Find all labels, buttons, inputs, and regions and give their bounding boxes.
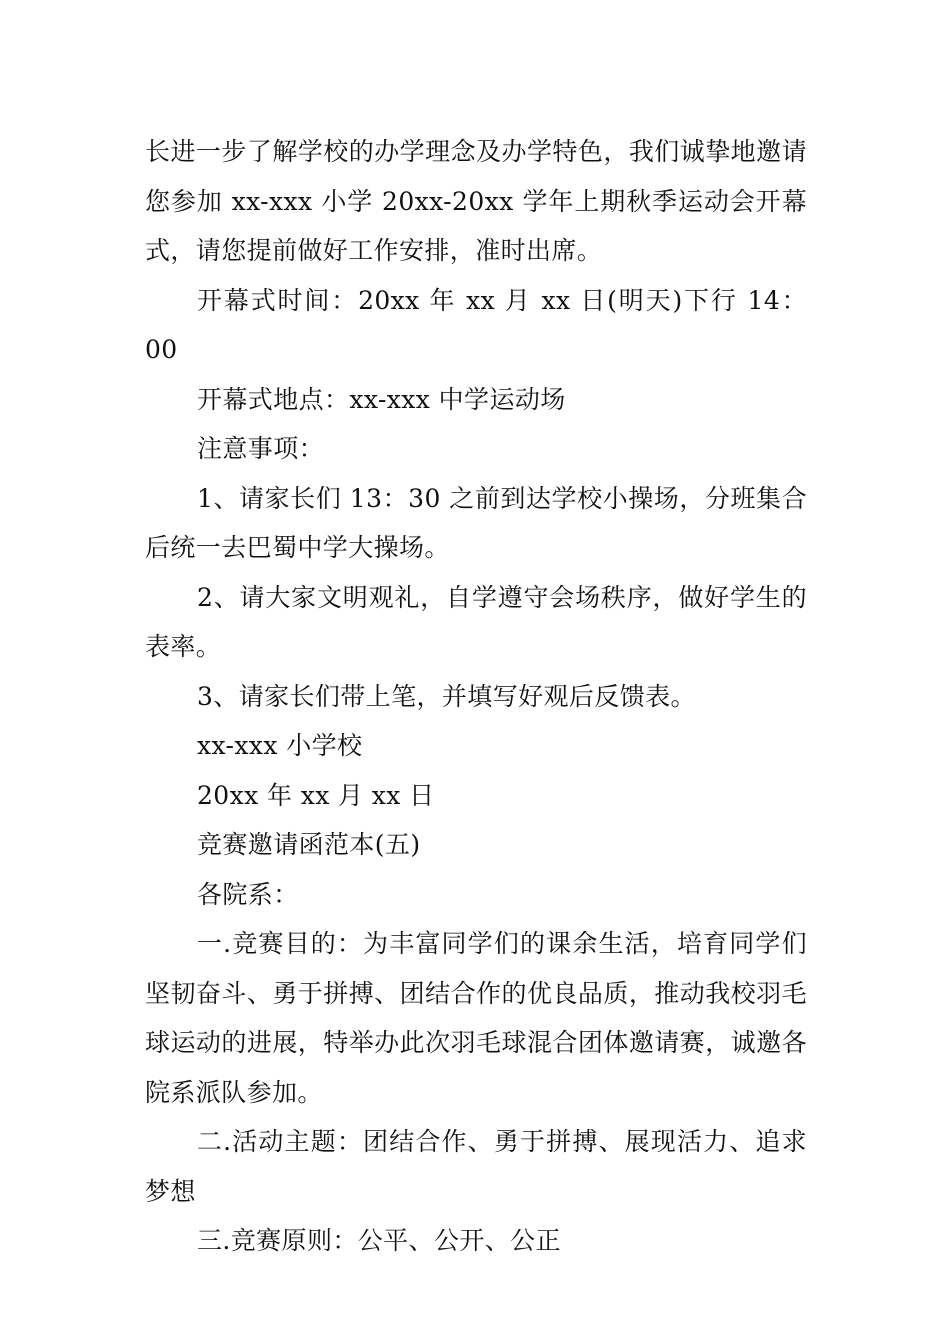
paragraph-signature-date: 20xx 年 xx 月 xx 日 [197, 780, 435, 810]
paragraph-principles: 三.竞赛原则：公平、公开、公正 [197, 1226, 561, 1255]
paragraph-note-1: 1、请家长们 13：30 之前到达学校小操场，分班集合后统一去巴蜀中学大操场。 [145, 483, 807, 562]
paragraph-invitation-intro: 长进一步了解学校的办学理念及办学特色，我们诚挚地邀请您参加 xx-xxx 小学 20xx-20xx 学年上期秋季运动会开幕式，请您提前做好工作安排，准时出席。 [145, 137, 807, 265]
paragraph-opening-location: 开幕式地点：xx-xxx 中学运动场 [197, 384, 566, 414]
paragraph-notes-heading: 注意事项： [197, 434, 325, 463]
paragraph-opening-time: 开幕式时间：20xx 年 xx 月 xx 日(明天)下行 14：00 [145, 285, 807, 364]
paragraph-signature-school: xx-xxx 小学校 [197, 731, 363, 760]
paragraph-note-2: 2、请大家文明观礼，自学遵守会场秩序，做好学生的表率。 [145, 582, 807, 661]
paragraph-section-title: 竞赛邀请函范本(五) [197, 830, 421, 859]
paragraph-theme: 二.活动主题：团结合作、勇于拼搏、展现活力、追求梦想 [145, 1127, 807, 1206]
paragraph-note-3: 3、请家长们带上笔，并填写好观后反馈表。 [197, 681, 696, 711]
paragraph-purpose: 一.竞赛目的：为丰富同学们的课余生活，培育同学们坚韧奋斗、勇于拼搏、团结合作的优良品质，推动我校羽毛球运动的进展，特举办此次羽毛球混合团体邀请赛，诚邀各院系派队参加。 [145, 929, 807, 1107]
document-body [145, 127, 807, 1266]
paragraph-salutation: 各院系： [197, 879, 299, 909]
